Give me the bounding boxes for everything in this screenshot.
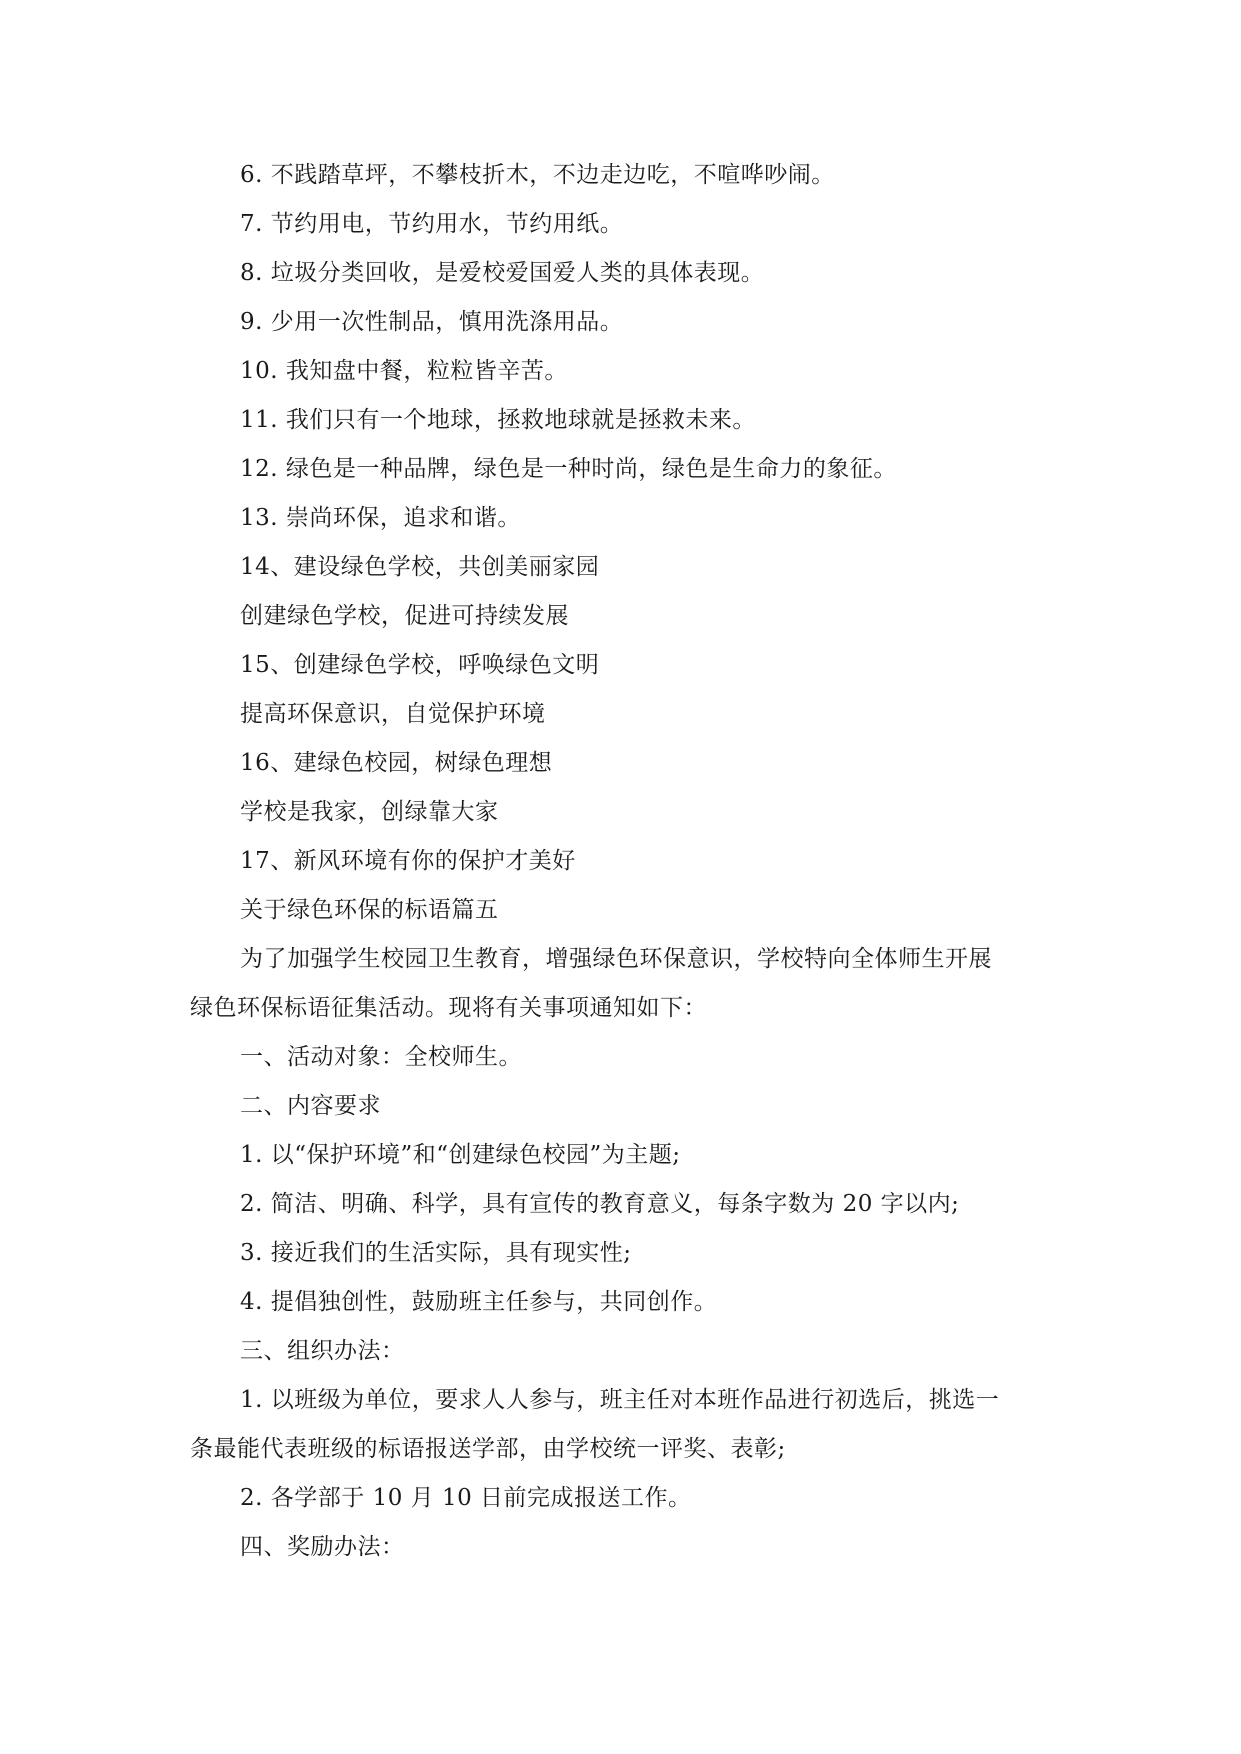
section-heading: 关于绿色环保的标语篇五: [240, 897, 499, 923]
slogan-item-15: 15、创建绿色学校，呼唤绿色文明: [240, 652, 600, 678]
slogan-item-6: 6. 不践踏草坪，不攀枝折木，不边走边吃，不喧哗吵闹。: [240, 162, 835, 188]
slogan-item-14-cont: 创建绿色学校，促进可持续发展: [240, 603, 569, 629]
requirement-item-2: 2. 简洁、明确、科学，具有宣传的教育意义，每条字数为 20 字以内;: [240, 1191, 960, 1217]
slogan-item-12: 12. 绿色是一种品牌，绿色是一种时尚，绿色是生命力的象征。: [240, 456, 897, 482]
slogan-item-16-cont: 学校是我家，创绿靠大家: [240, 799, 499, 825]
organization-item-2: 2. 各学部于 10 月 10 日前完成报送工作。: [240, 1485, 692, 1511]
reward-heading: 四、奖励办法：: [240, 1534, 405, 1560]
organization-item-1-line-1: 1. 以班级为单位，要求人人参与，班主任对本班作品进行初选后，挑选一: [240, 1387, 1000, 1413]
content-requirements-heading: 二、内容要求: [240, 1093, 381, 1119]
slogan-item-15-cont: 提高环保意识，自觉保护环境: [240, 701, 546, 727]
requirement-item-3: 3. 接近我们的生活实际，具有现实性;: [240, 1240, 632, 1266]
organization-item-1-line-2: 条最能代表班级的标语报送学部，由学校统一评奖、表彰;: [190, 1436, 786, 1462]
intro-paragraph-line-2: 绿色环保标语征集活动。现将有关事项通知如下：: [190, 995, 707, 1021]
requirement-item-1: 1. 以“保护环境”和“创建绿色校园”为主题;: [240, 1142, 681, 1168]
organization-heading: 三、组织办法：: [240, 1338, 405, 1364]
slogan-item-10: 10. 我知盘中餐，粒粒皆辛苦。: [240, 358, 568, 384]
slogan-item-17: 17、新风环境有你的保护才美好: [240, 848, 576, 874]
slogan-item-8: 8. 垃圾分类回收，是爱校爱国爱人类的具体表现。: [240, 260, 765, 286]
slogan-item-16: 16、建绿色校园，树绿色理想: [240, 750, 553, 776]
slogan-item-11: 11. 我们只有一个地球，拯救地球就是拯救未来。: [240, 407, 756, 433]
slogan-item-7: 7. 节约用电，节约用水，节约用纸。: [240, 211, 624, 237]
requirement-item-4: 4. 提倡独创性，鼓励班主任参与，共同创作。: [240, 1289, 718, 1315]
slogan-item-13: 13. 崇尚环保，追求和谐。: [240, 505, 521, 531]
slogan-item-14: 14、建设绿色学校，共创美丽家园: [240, 554, 600, 580]
activity-target: 一、活动对象：全校师生。: [240, 1044, 522, 1070]
slogan-item-9: 9. 少用一次性制品，慎用洗涤用品。: [240, 309, 624, 335]
intro-paragraph-line-1: 为了加强学生校园卫生教育，增强绿色环保意识，学校特向全体师生开展: [240, 946, 992, 972]
